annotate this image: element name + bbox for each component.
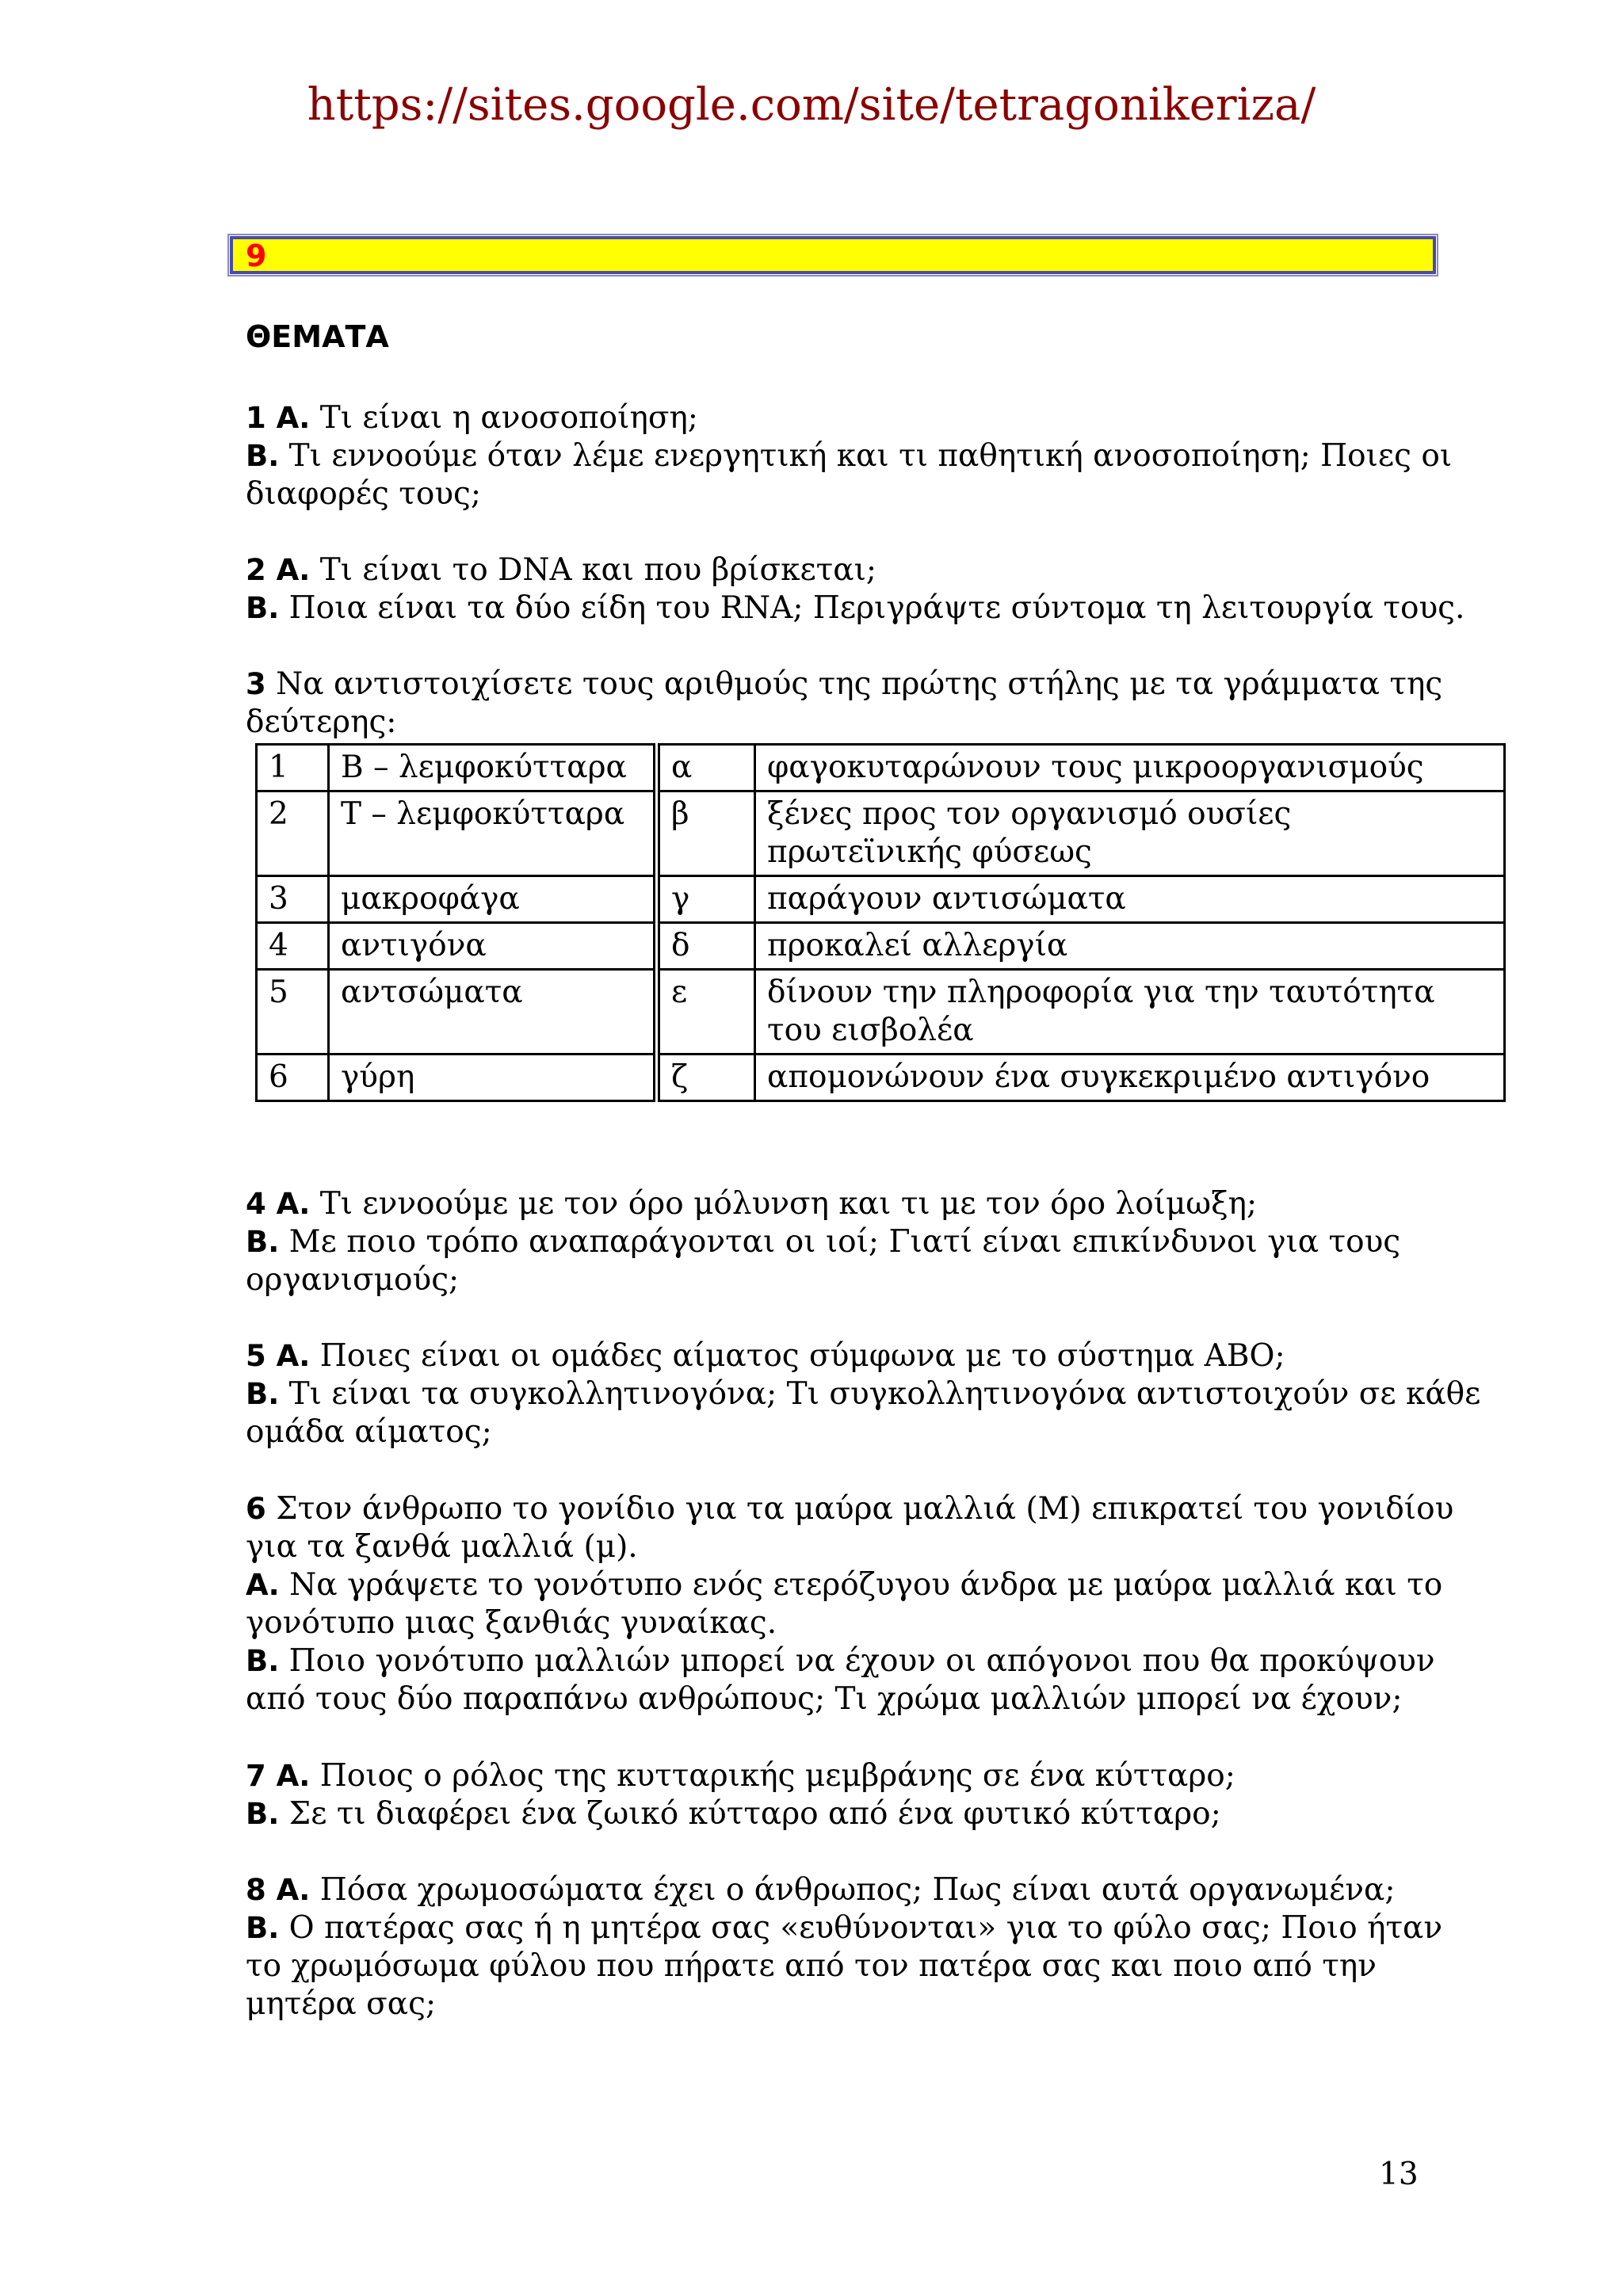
question-5 xyxy=(246,1337,1482,1451)
q7-b-text: Σε τι διαφέρει ένα ζωικό κύτταρο από ένα φυτικό κύτταρο; xyxy=(288,1796,1221,1832)
q1-b-label: Β. xyxy=(246,439,280,473)
q8-number: 8 Α. xyxy=(246,1873,311,1907)
q2-b-label: Β. xyxy=(246,591,280,625)
row-term: γύρη xyxy=(329,1055,657,1101)
q5-number: 5 Α. xyxy=(246,1339,311,1373)
row-description: δίνουν την πληροφορία για την ταυτότητα του εισβολέα xyxy=(755,970,1505,1055)
row-term: Β – λεμφοκύτταρα xyxy=(329,745,657,791)
q8-b-label: Β. xyxy=(246,1911,280,1945)
q4-b-text: Με ποιο τρόπο αναπαράγονται οι ιοί; Γιατί είναι επικίνδυνοι για τους οργανισμούς; xyxy=(246,1224,1401,1298)
row-term: αντιγόνα xyxy=(329,923,657,970)
row-letter: ε xyxy=(657,970,755,1055)
row-letter: ζ xyxy=(657,1055,755,1101)
table-row xyxy=(257,745,1505,791)
row-description: παράγουν αντισώματα xyxy=(755,876,1505,923)
q6-number: 6 xyxy=(246,1492,266,1526)
q6-b-text: Ποιο γονότυπο μαλλιών μπορεί να έχουν οι απόγονοι που θα προκύψουν από τους δύο παραπάνω ανθρώπους; Τι χρώμα μαλλιών μπορεί να έχουν; xyxy=(246,1643,1435,1717)
row-letter: α xyxy=(657,745,755,791)
row-number: 2 xyxy=(257,791,329,876)
table-row xyxy=(257,1055,1505,1101)
q5-a-text: Ποιες είναι οι ομάδες αίματος σύμφωνα με το σύστημα ΑΒΟ; xyxy=(319,1338,1285,1374)
q8-a-text: Πόσα χρωμοσώματα έχει ο άνθρωπος; Πως είναι αυτά οργανωμένα; xyxy=(319,1872,1396,1908)
q2-a-text: Τι είναι το DNA και που βρίσκεται; xyxy=(319,552,877,588)
q4-number: 4 Α. xyxy=(246,1187,311,1221)
q3-text: Να αντιστοιχίσετε τους αριθμούς της πρώτης στήλης με τα γράμματα της δεύτερης: xyxy=(246,666,1443,740)
row-term: Τ – λεμφοκύτταρα xyxy=(329,791,657,876)
q2-number: 2 Α. xyxy=(246,553,311,587)
table-row xyxy=(257,923,1505,970)
question-8 xyxy=(246,1871,1482,2023)
question-2 xyxy=(246,551,1482,627)
row-term: αντσώματα xyxy=(329,970,657,1055)
site-url-link[interactable]: https://sites.google.com/site/tetragonikeriza/ xyxy=(307,79,1316,131)
question-4 xyxy=(246,1185,1482,1299)
q5-b-label: Β. xyxy=(246,1377,280,1411)
q4-b-label: Β. xyxy=(246,1225,280,1259)
q1-b-text: Τι εννοούμε όταν λέμε ενεργητική και τι παθητική ανοσοποίηση; Ποιες οι διαφορές τους; xyxy=(246,438,1453,512)
matching-table xyxy=(255,743,1506,1102)
q4-a-text: Τι εννοούμε με τον όρο μόλυνση και τι με τον όρο λοίμωξη; xyxy=(319,1186,1258,1222)
section-number-banner xyxy=(230,236,1436,274)
question-6 xyxy=(246,1490,1482,1718)
q1-a-text: Τι είναι η ανοσοποίηση; xyxy=(319,400,698,436)
q7-number: 7 Α. xyxy=(246,1759,311,1793)
row-description: προκαλεί αλλεργία xyxy=(755,923,1505,970)
page-heading: ΘΕΜΑΤΑ xyxy=(246,319,389,354)
q7-b-label: Β. xyxy=(246,1797,280,1831)
row-number: 1 xyxy=(257,745,329,791)
q3-number: 3 xyxy=(246,667,266,701)
page-number: 13 xyxy=(1379,2157,1419,2192)
row-number: 3 xyxy=(257,876,329,923)
row-description: φαγοκυταρώνουν τους μικροοργανισμούς xyxy=(755,745,1505,791)
row-letter: β xyxy=(657,791,755,876)
row-number: 6 xyxy=(257,1055,329,1101)
q7-a-text: Ποιος ο ρόλος της κυτταρικής μεμβράνης σε ένα κύτταρο; xyxy=(319,1758,1235,1794)
table-row xyxy=(257,791,1505,876)
q6-intro: Στον άνθρωπο το γονίδιο για τα μαύρα μαλλιά (Μ) επικρατεί του γονιδίου για τα ξανθά μαλλιά (μ). xyxy=(246,1491,1454,1565)
row-description: απομονώνουν ένα συγκεκριμένο αντιγόνο xyxy=(755,1055,1505,1101)
table-row xyxy=(257,876,1505,923)
row-letter: δ xyxy=(657,923,755,970)
row-letter: γ xyxy=(657,876,755,923)
q6-a-text: Να γράψετε το γονότυπο ενός ετερόζυγου άνδρα με μαύρα μαλλιά και το γονότυπο μιας ξανθιάς γυναίκας. xyxy=(246,1567,1443,1641)
section-number: 9 xyxy=(246,238,267,273)
row-description: ξένες προς τον οργανισμό ουσίες πρωτεϊνικής φύσεως xyxy=(755,791,1505,876)
row-number: 5 xyxy=(257,970,329,1055)
row-number: 4 xyxy=(257,923,329,970)
q6-a-label: Α. xyxy=(246,1568,280,1602)
q1-number: 1 Α. xyxy=(246,401,311,435)
question-1 xyxy=(246,399,1482,513)
question-3 xyxy=(246,666,1482,742)
q8-b-text: Ο πατέρας σας ή η μητέρα σας «ευθύνονται» για το φύλο σας; Ποιο ήταν το χρωμόσωμα φύλου που πήρατε από τον πατέρα σας και ποιο από την μητέρα σας; xyxy=(246,1910,1443,2022)
table-row xyxy=(257,970,1505,1055)
row-term: μακροφάγα xyxy=(329,876,657,923)
q6-b-label: Β. xyxy=(246,1644,280,1678)
question-7 xyxy=(246,1757,1482,1833)
q5-b-text: Τι είναι τα συγκολλητινογόνα; Τι συγκολλητινογόνα αντιστοιχούν σε κάθε ομάδα αίματος; xyxy=(246,1376,1481,1450)
q2-b-text: Ποια είναι τα δύο είδη του RNA; Περιγράψτε σύντομα τη λειτουργία τους. xyxy=(288,590,1465,626)
